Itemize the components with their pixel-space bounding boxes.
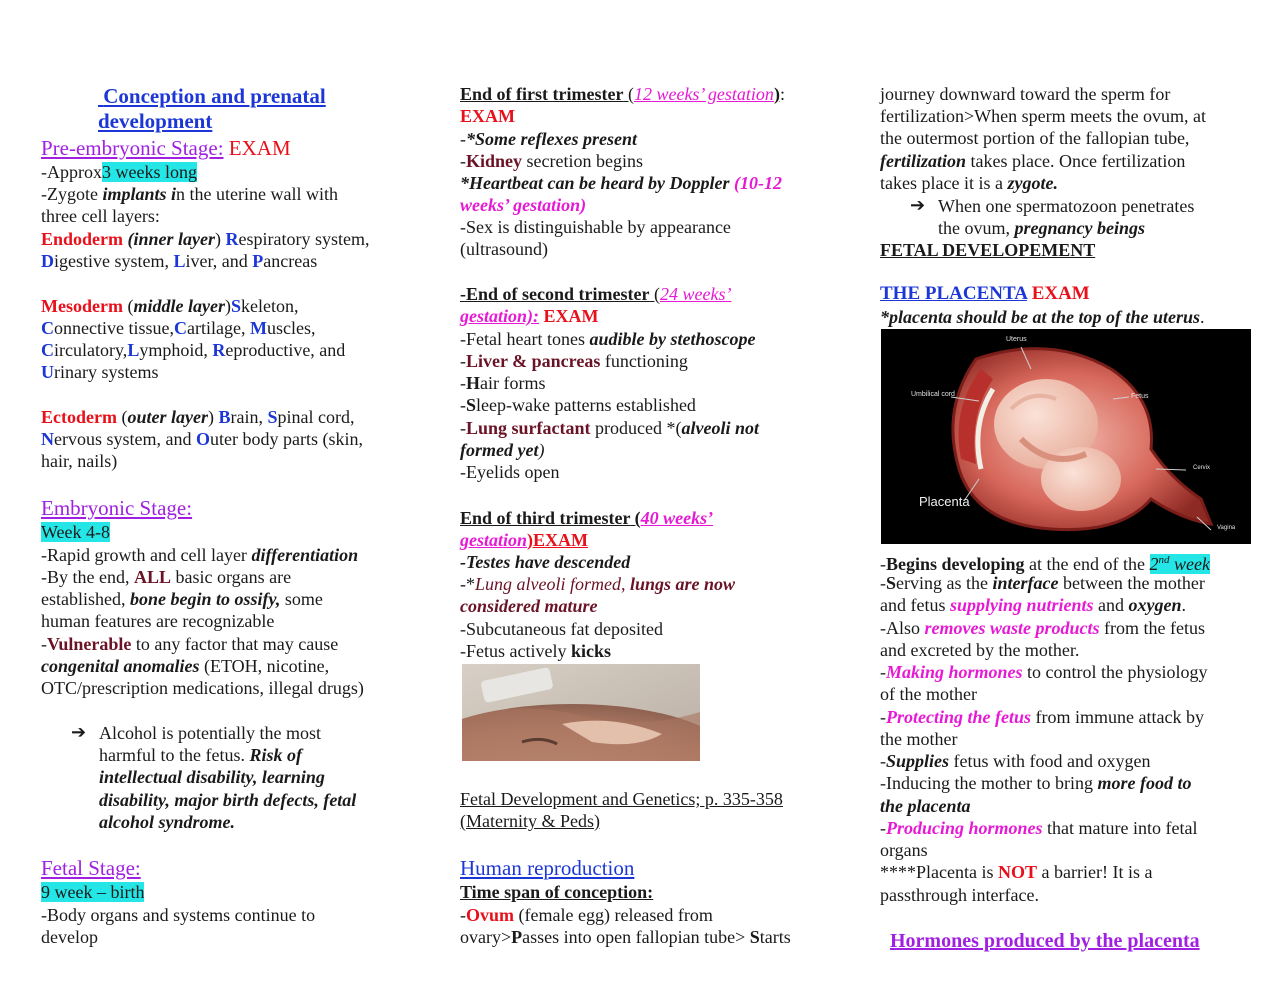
vulnerable-line: -Vulnerable to any factor that may cause <box>41 634 339 654</box>
ovary-line: ovary>Passes into open fallopian tube> Starts <box>460 927 791 947</box>
fetal-week: 9 week – birth <box>41 882 145 902</box>
time-span-heading: Time span of conception: <box>460 882 654 902</box>
producing-line-2: organs <box>880 840 928 860</box>
ectoderm-line-2: Nervous system, and Outer body parts (skin, <box>41 429 363 449</box>
doc-title-line2: development <box>98 109 213 133</box>
label-fetus: Fetus <box>1131 393 1149 400</box>
label-vagina: Vagina <box>1217 525 1236 531</box>
lung-line-2: considered mature <box>460 596 598 616</box>
alcohol-line: Alcohol is potentially the most <box>99 723 321 743</box>
surfactant-line: -Lung surfactant produced *(alveoli not <box>460 418 759 438</box>
serving-line: -Serving as the interface between the mother <box>880 573 1205 593</box>
surfactant-line-2: formed yet) <box>460 440 545 460</box>
body-organs-line-2: develop <box>41 927 98 947</box>
barrier-line: ****Placenta is NOT a barrier! It is a <box>880 862 1153 882</box>
exam-label: EXAM <box>460 106 515 126</box>
mesoderm-line-3: Circulatory,Lymphoid, Reproductive, and <box>41 340 346 360</box>
fetal-heading: Fetal Stage: <box>41 856 141 880</box>
hair-line: -Hair forms <box>460 373 546 393</box>
begins-line: -Begins developing at the end of the 2nd week <box>880 554 1210 574</box>
doc-title: Conception and prenatal <box>103 84 326 108</box>
heartbeat-line-2: weeks’ gestation) <box>460 195 587 215</box>
journey-line-3: the outermost portion of the fallopian tube, <box>880 128 1190 148</box>
label-cervix: Cervix <box>1193 465 1211 471</box>
alcohol-line-3: intellectual disability, learning <box>99 767 325 787</box>
human-features-line: human features are recognizable <box>41 611 275 631</box>
sex-line-2: (ultrasound) <box>460 239 548 259</box>
subcutaneous-line: -Subcutaneous fat deposited <box>460 619 663 639</box>
human-reproduction-heading: Human reproduction <box>460 856 635 880</box>
endoderm-line: Endoderm (inner layer) Respiratory system, <box>41 229 370 249</box>
journey-line-2: fertilization>When sperm meets the ovum, at <box>880 106 1207 126</box>
hormones-line: -Making hormones to control the physiology <box>880 662 1208 682</box>
zygote-line: -Zygote implants in the uterine wall with <box>41 184 338 204</box>
protecting-line-2: the mother <box>880 729 958 749</box>
placenta-heading: THE PLACENTA EXAM <box>880 283 1090 304</box>
pre-embryonic-heading: Pre-embryonic Stage: EXAM <box>41 136 291 160</box>
ectoderm-line-3: hair, nails) <box>41 451 118 471</box>
ectoderm-line: Ectoderm (outer layer) Brain, Spinal cord, <box>41 407 355 427</box>
label-umbilical-cord: Umbilical cord <box>911 391 955 398</box>
label-placenta: Placenta <box>919 494 970 509</box>
reflex-line: -*Some reflexes present <box>460 129 637 149</box>
hormones-heading: Hormones produced by the placenta <box>890 930 1200 952</box>
placenta-illustration <box>881 329 1251 544</box>
first-trimester-heading: End of first trimester (12 weeks’ gestation): <box>460 84 785 104</box>
by-end-line: -By the end, ALL basic organs are <box>41 567 292 587</box>
second-trimester-heading-2: gestation): EXAM <box>460 306 599 326</box>
zygote-line-2: three cell layers: <box>41 206 160 226</box>
rapid-line: -Rapid growth and cell layer differentiation <box>41 545 359 565</box>
producing-line: -Producing hormones that mature into fetal <box>880 818 1198 838</box>
testes-line: -Testes have descended <box>460 552 631 572</box>
congenital-line: congenital anomalies (ETOH, nicotine, <box>41 656 330 676</box>
endoderm-line-2: Digestive system, Liver, and Pancreas <box>41 251 318 271</box>
second-trimester-heading: -End of second trimester (24 weeks’ <box>460 284 732 304</box>
label-uterus: Uterus <box>1006 336 1027 343</box>
approx-line: -Approx3 weeks long <box>41 162 197 182</box>
placenta-top-line: *placenta should be at the top of the uterus. <box>880 307 1205 327</box>
kidney-line: -Kidney secretion begins <box>460 151 643 171</box>
protecting-line: -Protecting the fetus from immune attack by <box>880 707 1204 727</box>
body-organs-line: -Body organs and systems continue to <box>41 905 316 925</box>
supplies-line: -Supplies fetus with food and oxygen <box>880 751 1151 771</box>
reference-line: Fetal Development and Genetics; p. 335-358 <box>460 789 783 809</box>
ultrasound-photo <box>462 664 700 761</box>
sex-line: -Sex is distinguishable by appearance <box>460 217 731 237</box>
nutrients-line: and fetus supplying nutrients and oxygen. <box>880 595 1187 615</box>
third-trimester-heading: End of third trimester (40 weeks’ <box>460 508 714 528</box>
journey-line-4: fertilization takes place. Once fertilization <box>880 151 1186 171</box>
heartbeat-line: *Heartbeat can be heard by Doppler (10-12 <box>460 173 782 193</box>
ovum-line: -Ovum (female egg) released from <box>460 905 713 925</box>
inducing-line-2: the placenta <box>880 796 971 816</box>
established-line: established, bone begin to ossify, some <box>41 589 323 609</box>
inducing-line: -Inducing the mother to bring more food to <box>880 773 1192 793</box>
penetrates-line: When one spermatozoon penetrates <box>938 196 1195 216</box>
penetrates-line-2: the ovum, pregnancy beings <box>938 218 1145 238</box>
hormones-line-2: of the mother <box>880 684 977 704</box>
eyelids-line: -Eyelids open <box>460 462 560 482</box>
embryonic-week: Week 4-8 <box>41 522 111 542</box>
reference-line-2: (Maternity & Peds) <box>460 811 600 831</box>
journey-line-5: takes place it is a zygote. <box>880 173 1058 193</box>
mesoderm-line-2: Connective tissue,Cartilage, Muscles, <box>41 318 316 338</box>
mesoderm-line: Mesoderm (middle layer)Skeleton, <box>41 296 299 316</box>
journey-line: journey downward toward the sperm for <box>880 84 1171 104</box>
waste-line-2: and excreted by the mother. <box>880 640 1080 660</box>
third-trimester-heading-2: gestation)EXAM <box>460 530 589 550</box>
ultrasound-photo-svg <box>462 664 700 761</box>
sleep-line: -Sleep-wake patterns established <box>460 395 696 415</box>
alcohol-line-4: disability, major birth defects, fetal <box>99 790 357 810</box>
fetal-development-heading: FETAL DEVELOPEMENT <box>880 240 1096 260</box>
arrow-bullet-icon: ➔ <box>71 722 87 742</box>
kicks-line: -Fetus actively kicks <box>460 641 612 661</box>
embryonic-heading: Embryonic Stage: <box>41 496 193 520</box>
mesoderm-line-4: Urinary systems <box>41 362 159 382</box>
alcohol-line-5: alcohol syndrome. <box>99 812 236 832</box>
placenta-illustration-svg <box>881 329 1251 544</box>
liver-line: -Liver & pancreas functioning <box>460 351 688 371</box>
lung-line: -*Lung alveoli formed, lungs are now <box>460 574 736 594</box>
alcohol-line-2: harmful to the fetus. Risk of <box>99 745 302 765</box>
arrow-bullet-icon: ➔ <box>910 195 926 215</box>
barrier-line-2: passthrough interface. <box>880 885 1039 905</box>
waste-line: -Also removes waste products from the fetus <box>880 618 1205 638</box>
otc-line: OTC/prescription medications, illegal drugs) <box>41 678 364 698</box>
fetal-heart-line: -Fetal heart tones audible by stethoscope <box>460 329 756 349</box>
